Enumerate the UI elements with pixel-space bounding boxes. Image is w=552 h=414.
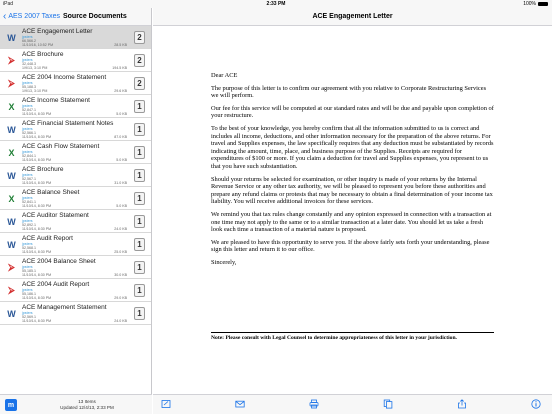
sidebar-title: Source Documents [62, 13, 127, 20]
list-item[interactable] [0, 256, 151, 279]
detail-nav-bar [153, 8, 552, 26]
document-tag: jpsters [22, 127, 33, 131]
letter-paragraph: Our fee for this service will be computed at our standard rates and will be due and payable upon completion of your restructure. [211, 104, 494, 120]
chevron-left-icon[interactable]: ‹ [3, 10, 7, 22]
word-icon: W [7, 124, 16, 135]
document-title: ACE 2004 Audit Report [22, 281, 90, 288]
list-item[interactable] [0, 118, 151, 141]
status-bar [0, 0, 552, 8]
status-time: 2:33 PM [266, 1, 286, 7]
document-tag: jpsters [22, 104, 33, 108]
share-icon[interactable] [456, 398, 468, 410]
document-id: 52,568.1 [22, 246, 36, 250]
document-id: 52,847.1 [22, 108, 36, 112]
document-title: ACE Audit Report [22, 235, 73, 242]
document-tag: jpsters [22, 150, 33, 154]
version-count-badge[interactable]: 1 [134, 284, 145, 297]
document-date: 11/10/14, 8:30 PM [22, 135, 52, 139]
sidebar [0, 8, 152, 414]
footer-status [22, 399, 152, 411]
document-title: ACE Brochure [22, 51, 64, 58]
document-size: 28.5 KB [114, 43, 127, 47]
document-date: 11/10/16, 10:52 PM [22, 43, 54, 47]
version-count-badge[interactable]: 1 [134, 123, 145, 136]
list-item[interactable] [0, 49, 151, 72]
list-item[interactable] [0, 95, 151, 118]
print-icon[interactable] [308, 398, 320, 410]
version-count-badge[interactable]: 2 [134, 31, 145, 44]
version-count-badge[interactable]: 2 [134, 77, 145, 90]
document-tag: jpsters [22, 35, 33, 39]
document-title: ACE 2004 Income Statement [22, 74, 107, 81]
document-size: 30.0 KB [114, 273, 127, 277]
document-size: 24.0 KB [114, 227, 127, 231]
document-date: 11/10/14, 8:30 PM [22, 112, 52, 116]
document-title: ACE Auditor Statement [22, 212, 89, 219]
document-size: 5.0 KB [116, 158, 127, 162]
document-id: 55,186.1 [22, 292, 36, 296]
document-tag: jpsters [22, 242, 33, 246]
version-count-badge[interactable]: 1 [134, 192, 145, 205]
letter-closing: Sincerely, [211, 258, 237, 266]
word-icon: W [7, 239, 16, 250]
word-icon: W [7, 170, 16, 181]
document-id: 55,188.3 [22, 85, 36, 89]
document-tag: jpsters [22, 196, 33, 200]
sidebar-footer [0, 394, 152, 414]
document-tag: jpsters [22, 58, 33, 62]
word-icon: W [7, 216, 16, 227]
version-count-badge[interactable]: 1 [134, 100, 145, 113]
document-tag: jpsters [22, 173, 33, 177]
status-right [523, 1, 548, 7]
version-count-badge[interactable]: 1 [134, 261, 145, 274]
divider [211, 332, 494, 333]
document-date: 1/9/13, 3:10 PM [22, 66, 48, 70]
back-button[interactable]: AES 2007 Taxes [8, 13, 60, 20]
updated-timestamp: Updated 12/4/13, 2:33 PM [60, 405, 114, 410]
document-id: 52,892.1 [22, 223, 36, 227]
document-title: ACE Engagement Letter [22, 28, 93, 35]
document-id: 32,448.3 [22, 62, 36, 66]
document-tag: jpsters [22, 219, 33, 223]
list-item[interactable] [0, 141, 151, 164]
document-title: ACE Brochure [22, 166, 64, 173]
device-label: iPad [3, 1, 14, 7]
document-id: 52,841.1 [22, 200, 36, 204]
legal-note: Note: Please consult with Legal Counsel to determine appropriateness of this letter in your jurisdiction. [211, 335, 457, 341]
document-date: 11/10/14, 8:30 PM [22, 227, 52, 231]
excel-icon: X [8, 101, 15, 112]
document-date: 11/10/14, 8:30 PM [22, 158, 52, 162]
document-date: 11/10/14, 8:30 PM [22, 250, 52, 254]
document-size: 5.0 KB [116, 112, 127, 116]
document-title: ACE 2004 Balance Sheet [22, 258, 96, 265]
document-tag: jpsters [22, 311, 33, 315]
list-item[interactable] [0, 302, 151, 325]
document-title: ACE Financial Statement Notes [22, 120, 114, 127]
document-size: 29.6 KB [114, 89, 127, 93]
version-count-badge[interactable]: 1 [134, 169, 145, 182]
document-id: 52,566.1 [22, 131, 36, 135]
mail-icon[interactable] [234, 398, 246, 410]
letter-paragraph: We remind you that tax rules change constantly and any opinion expressed in connection with a transaction at one time may not apply to the same or to a similar transaction at a later date. You should let us take a fresh look each time a transaction of a material nature is proposed. [211, 210, 492, 234]
version-count-badge[interactable]: 1 [134, 238, 145, 251]
document-tag: jpsters [22, 81, 33, 85]
document-id: 52,569.1 [22, 315, 36, 319]
document-tag: jpsters [22, 288, 33, 292]
word-icon: W [7, 32, 16, 43]
list-item[interactable] [0, 26, 151, 49]
edit-icon[interactable] [160, 398, 172, 410]
list-item[interactable] [0, 187, 151, 210]
document-title: ACE Balance Sheet [22, 189, 80, 196]
document-tag: jpsters [22, 265, 33, 269]
letter-body [211, 72, 494, 271]
battery-percent: 100% [523, 1, 536, 7]
pdf-icon: ⮚ [8, 285, 15, 295]
item-count: 13 Items [78, 399, 96, 404]
list-item[interactable] [0, 164, 151, 187]
document-size: 25.0 KB [114, 250, 127, 254]
document-id: 55,185.1 [22, 269, 36, 273]
document-size: 31.0 KB [114, 181, 127, 185]
list-item[interactable] [0, 279, 151, 302]
document-size: 24.0 KB [114, 319, 127, 323]
letter-paragraph: The purpose of this letter is to confirm our agreement with you relative to Corporate Restructuring Services we will perform. [211, 84, 487, 100]
letter-salutation: Dear ACE [211, 72, 238, 79]
word-icon: W [7, 308, 16, 319]
pdf-icon: ⮚ [8, 78, 15, 88]
bottom-toolbar [153, 394, 552, 414]
letter-paragraph: Should your returns be selected for examination, or other inquiry is made of your returns by the Internal Revenue Service or any other tax authority, we will be pleased to represent you before these authorities and prepare any refund claims or protests that may be necessary to obtain a final determination of your income tax liability. You will receive additional invoices for these services. [211, 175, 493, 206]
document-size: 29.0 KB [114, 296, 127, 300]
app-icon[interactable]: m [5, 399, 17, 411]
document-date: 11/10/14, 8:30 PM [22, 204, 52, 208]
pdf-icon: ⮚ [8, 55, 15, 65]
document-size: 194.5 KB [112, 66, 127, 70]
document-id: 52,567.1 [22, 177, 36, 181]
version-count-badge[interactable]: 1 [134, 307, 145, 320]
letter-paragraph: We are pleased to have this opportunity to serve you. If the above fairly sets forth your understanding, please sign this letter and return it to our office. [211, 238, 490, 254]
list-item[interactable] [0, 233, 151, 256]
letter-paragraph: To the best of your knowledge, you hereby confirm that all the information submitted to us is correct and includes all income, deductions, and other information necessary for the preparation of the above returns. For travel and Supplies expenses, the law specifically requires that any deduction must be substantiated by records indicating the amount, time, place, and business purpose of the Supplies. Receipts are required for expenditures of $100 or more. If you claim a deduction for travel and Supplies expenses, you represent to us that you have such substantiation. [211, 124, 494, 170]
document-date: 11/10/14, 8:30 PM [22, 273, 52, 277]
document-id: 52,844.1 [22, 154, 36, 158]
battery-icon [538, 2, 548, 6]
version-count-badge[interactable]: 1 [134, 146, 145, 159]
document-size: 5.0 KB [116, 204, 127, 208]
document-title: ACE Cash Flow Statement [22, 143, 100, 150]
document-list[interactable] [0, 26, 151, 394]
pdf-icon: ⮚ [8, 262, 15, 272]
sidebar-nav-bar [0, 8, 151, 26]
version-count-badge[interactable]: 2 [134, 54, 145, 67]
document-title: ACE Income Statement [22, 97, 90, 104]
document-date: 11/10/14, 8:30 PM [22, 296, 52, 300]
document-title: ACE Engagement Letter [312, 13, 393, 20]
version-count-badge[interactable]: 1 [134, 215, 145, 228]
document-size: 87.0 KB [114, 135, 127, 139]
excel-icon: X [8, 193, 15, 204]
document-date: 11/10/14, 8:30 PM [22, 319, 52, 323]
excel-icon: X [8, 147, 15, 158]
document-title: ACE Management Statement [22, 304, 107, 311]
document-id: 66,566.2 [22, 39, 36, 43]
list-item[interactable] [0, 72, 151, 95]
document-date: 1/9/13, 3:10 PM [22, 89, 48, 93]
document-date: 11/10/14, 8:30 PM [22, 181, 52, 185]
list-item[interactable] [0, 210, 151, 233]
copy-icon[interactable] [382, 398, 394, 410]
document-viewer[interactable] [153, 26, 552, 394]
info-icon[interactable] [530, 398, 542, 410]
